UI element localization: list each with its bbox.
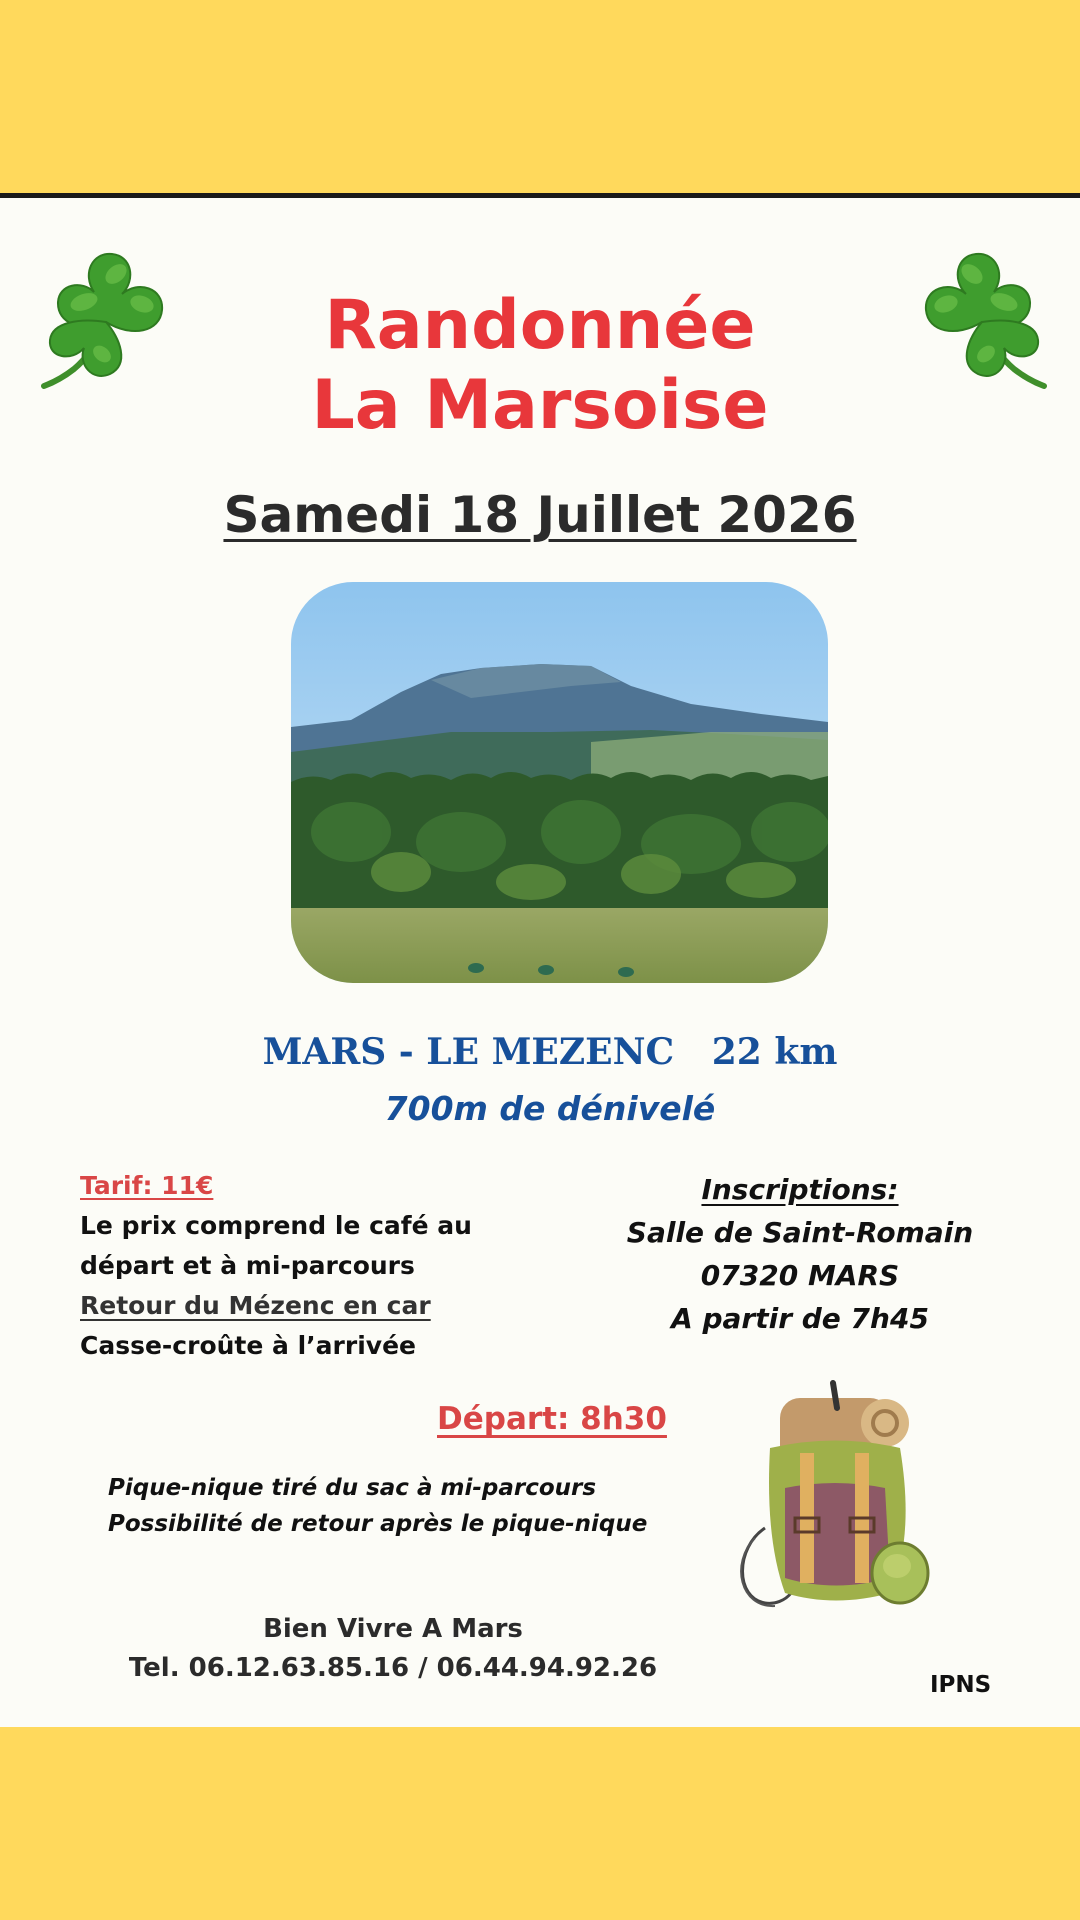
- poster: [0, 198, 1080, 1727]
- backpack-icon: [725, 1378, 940, 1618]
- organizer-name: Bien Vivre A Mars: [263, 1614, 523, 1644]
- picnic-line: Possibilité de retour après le pique-nique: [108, 1511, 648, 1537]
- route-name: MARS - LE MEZENC: [262, 1031, 675, 1073]
- organizer-phone: Tel. 06.12.63.85.16 / 06.44.94.92.26: [128, 1653, 658, 1683]
- route-distance: 22 km: [711, 1031, 838, 1073]
- event-date: Samedi 18 Juillet 2026: [223, 486, 857, 544]
- picnic-info: [108, 1470, 647, 1542]
- tarif-label: Tarif: 11€: [80, 1171, 214, 1200]
- route-elevation: 700m de dénivelé: [384, 1089, 716, 1128]
- picnic-line: Pique-nique tiré du sac à mi-parcours: [108, 1475, 597, 1501]
- event-title-line-1: Randonnée: [324, 286, 756, 365]
- mountain-photo: [291, 582, 828, 983]
- inscriptions-block: [600, 1168, 1000, 1340]
- tarif-line: Le prix comprend le café au: [80, 1211, 472, 1240]
- tarif-line: Retour du Mézenc en car: [80, 1291, 431, 1320]
- tarif-line: Casse-croûte à l’arrivée: [80, 1331, 416, 1360]
- departure-time: Départ: 8h30: [437, 1401, 667, 1437]
- inscriptions-line: 07320 MARS: [700, 1259, 900, 1292]
- tarif-line: départ et à mi-parcours: [80, 1251, 415, 1280]
- bottom-yellow-band: [0, 1727, 1080, 1920]
- top-yellow-band: [0, 0, 1080, 198]
- tarif-block: [80, 1166, 472, 1366]
- event-title: [0, 286, 1080, 446]
- inscriptions-line: A partir de 7h45: [671, 1302, 929, 1335]
- ipns-mention: IPNS: [930, 1672, 992, 1698]
- inscriptions-line: Salle de Saint-Romain: [626, 1216, 974, 1249]
- route-line: [0, 1030, 1080, 1074]
- inscriptions-label: Inscriptions:: [701, 1173, 899, 1206]
- event-title-line-2: La Marsoise: [311, 366, 769, 445]
- organizer-block: [128, 1610, 658, 1688]
